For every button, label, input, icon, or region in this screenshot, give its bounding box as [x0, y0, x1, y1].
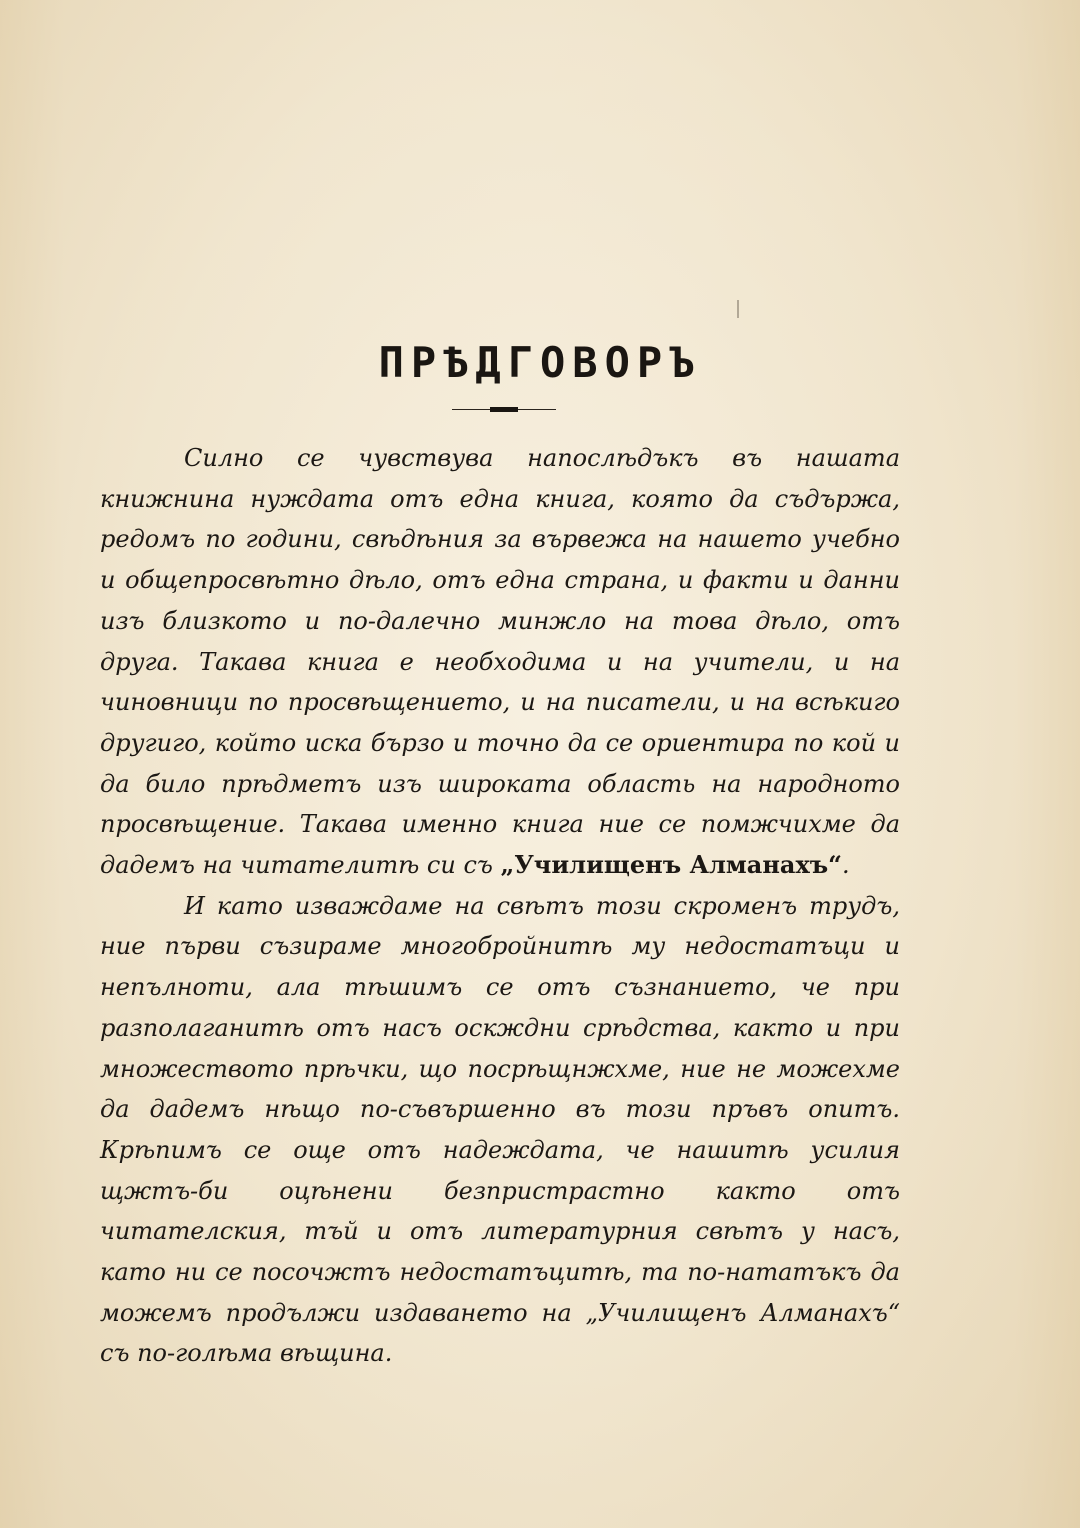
- paragraph-1-text: Силно се чувствува напослѣдъкъ въ нашата книжнина нуждата отъ една книга, която да съдържа, редомъ по години, свѣдѣния за вървежа на нашето учебно и общепросвѣтно дѣло, отъ една страна, и факти и данни изъ близкото и по-далечно минжло на това дѣло, отъ друга. Такава книга е необходима и на учители, и на чиновници по просвѣщението, и на писатели, и на всѣкиго другиго, който иска бързо и точно да се ориентира по кой и да било прѣдметъ изъ широката область на народното просвѣщение. Такава именно книга ние се помжчихме да дадемъ на читателитѣ си съ: [100, 444, 900, 880]
- body-text: [100, 438, 900, 1374]
- paragraph-2: И като изваждаме на свѣтъ този скроменъ трудъ, ние първи съзираме многобройнитѣ му недостатъци и непълноти, ала тѣшимъ се отъ съзнанието, че при разполаганитѣ отъ насъ оскждни срѣдства, както и при множеството прѣчки, що посрѣщнжхме, ние не можехме да дадемъ нѣщо по-съвършенно въ този пръвъ опитъ. Крѣпимъ се още отъ надеждата, че нашитѣ усилия щжтъ-би оцѣнени безпристрастно както отъ читателския, тъй и отъ литературния свѣтъ у насъ, като ни се посочжтъ недостатъцитѣ, та по-нататъкъ да можемъ продължи издаването на „Училищенъ Алманахъ“ съ по-голѣма вѣщина.: [100, 891, 900, 1368]
- paragraph-1-end: .: [841, 851, 850, 880]
- paragraph-1: [100, 438, 900, 886]
- title-divider-center: [490, 407, 518, 412]
- paragraph-1-bold-title: „Училищенъ Алманахъ“: [500, 850, 842, 880]
- margin-mark: [737, 300, 739, 318]
- page-title: ПРѢДГОВОРЪ: [378, 338, 702, 387]
